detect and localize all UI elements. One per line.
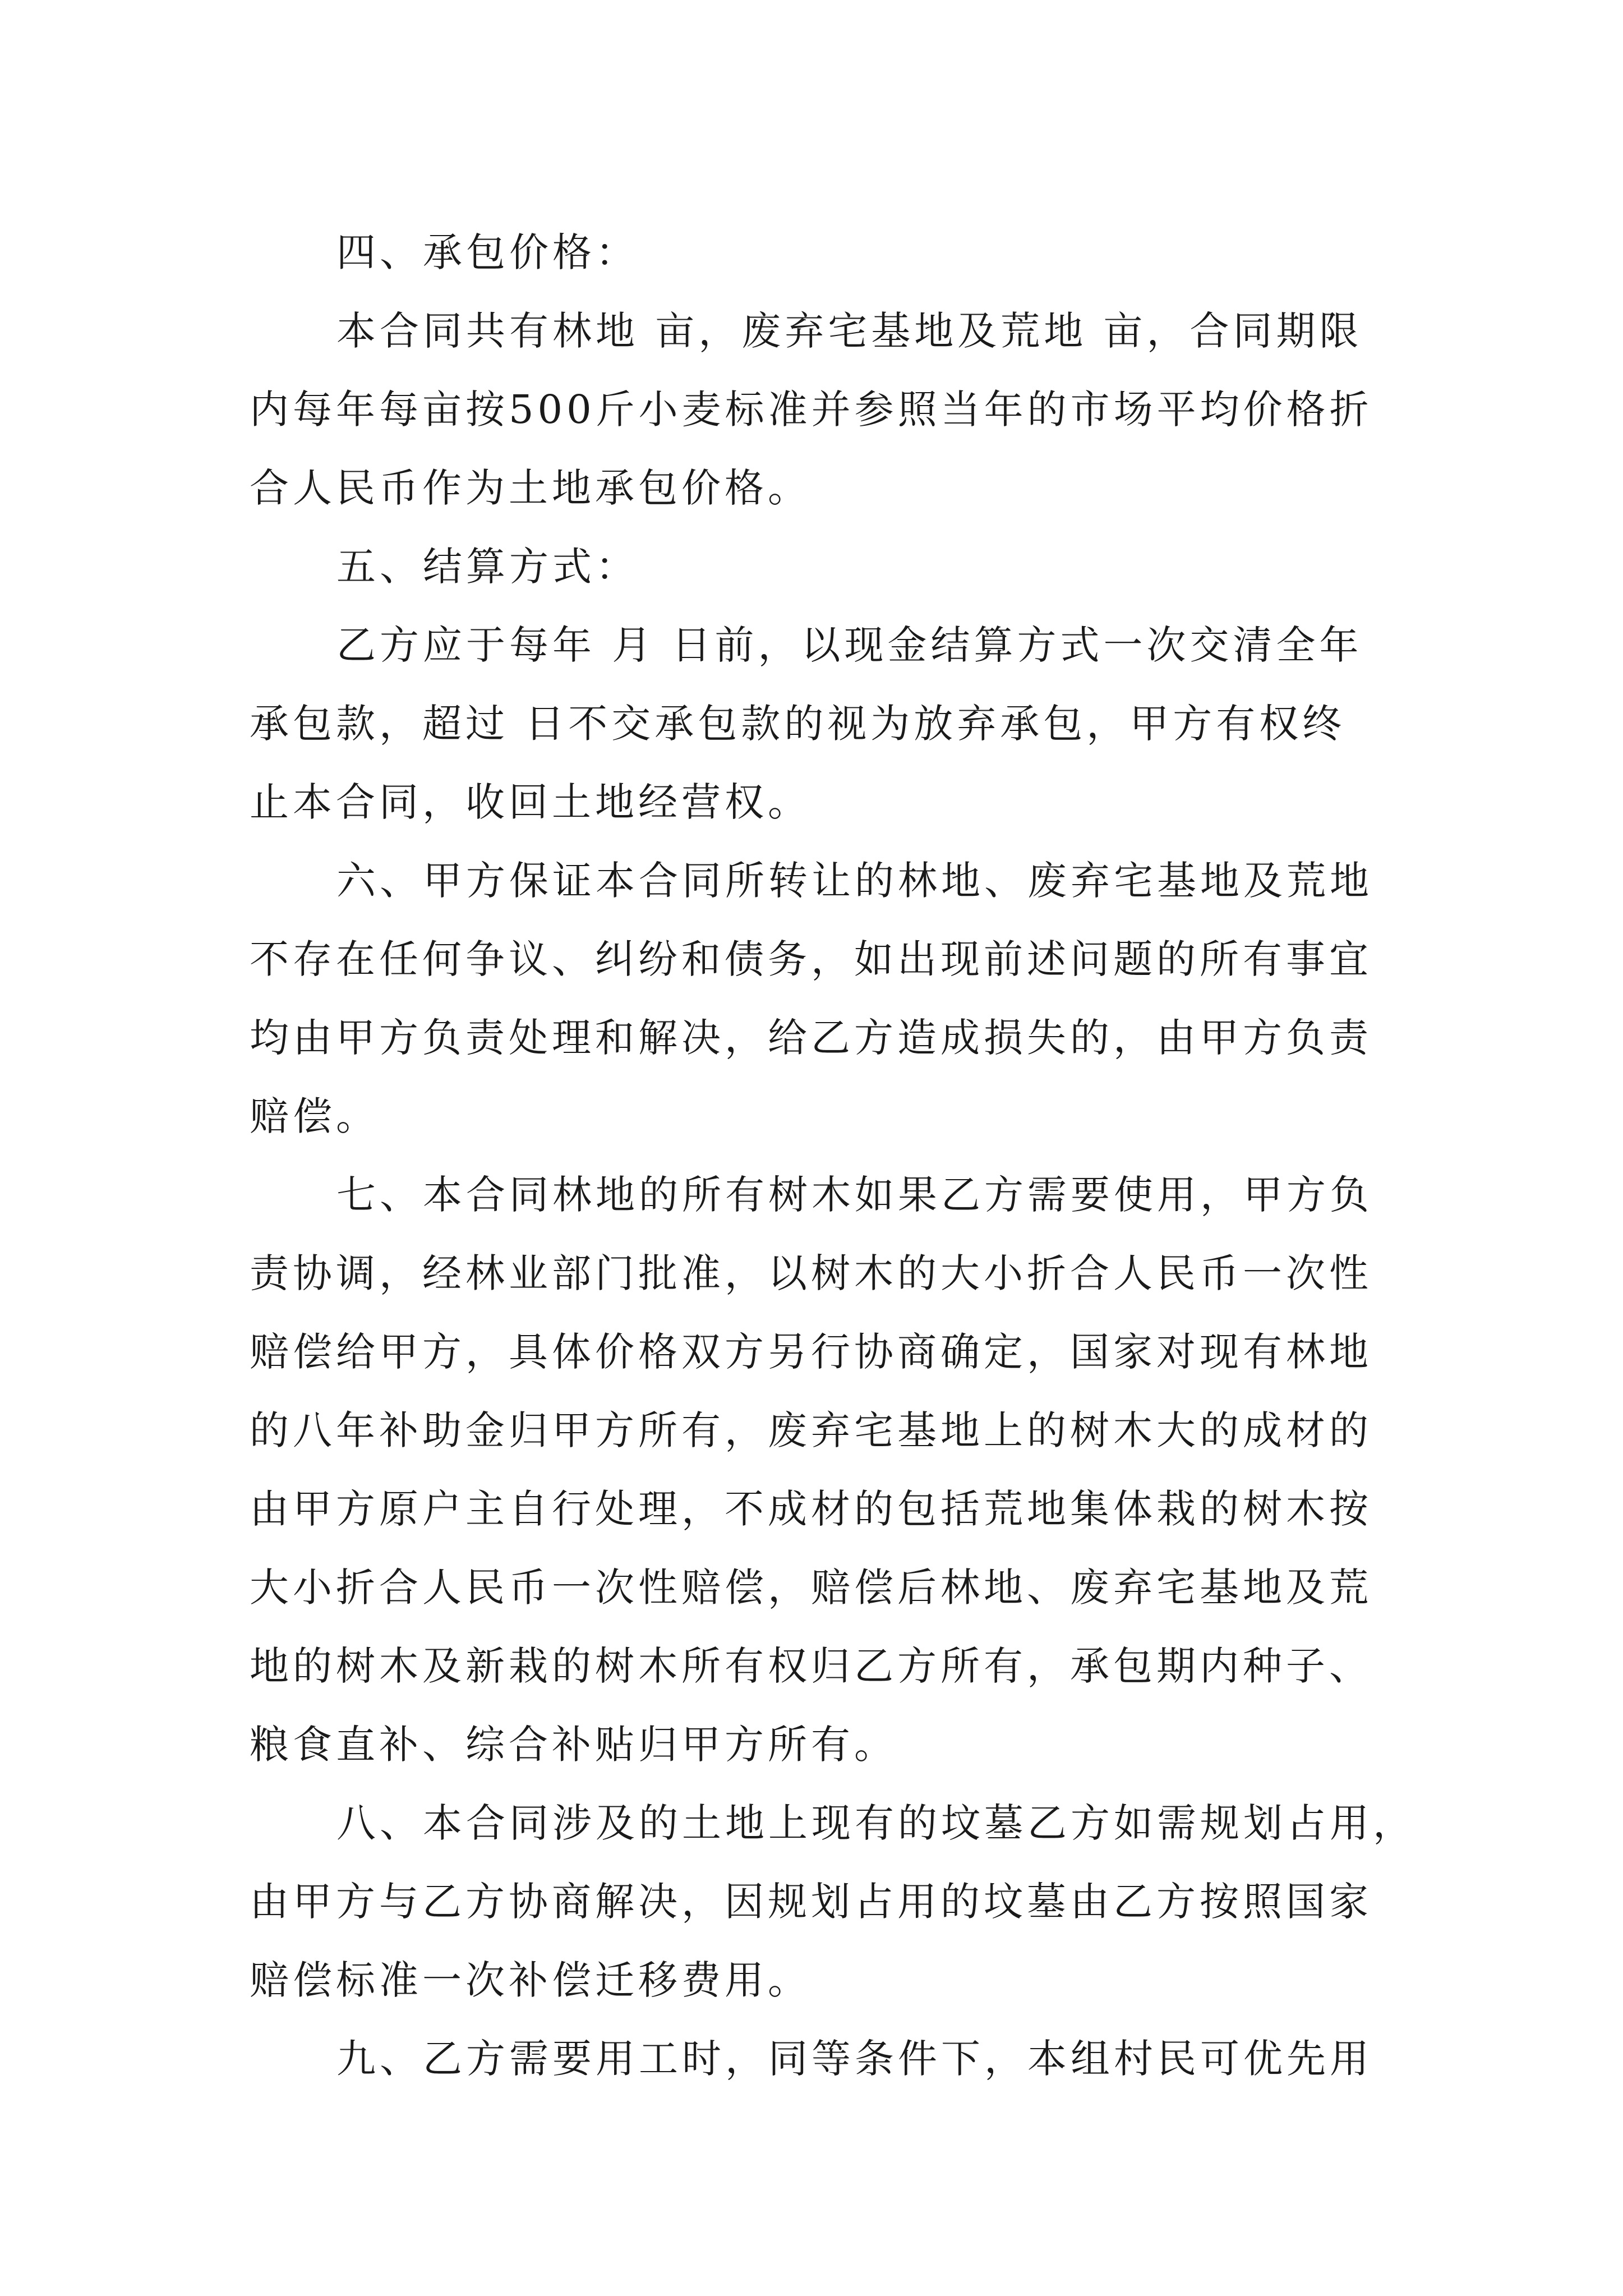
clause-nine-line: 九、乙方需要用工时，同等条件下，本组村民可优先用 (336, 2036, 1373, 2082)
paragraph-line: 地的树木及新栽的树木所有权归乙方所有，承包期内种子、 (250, 1643, 1372, 1689)
document-body (250, 213, 1416, 2098)
paragraph-line: 内每年每亩按500斤小麦标准并参照当年的市场平均价格折 (250, 386, 1373, 432)
paragraph-line: 赔偿标准一次补偿迁移费用。 (250, 1957, 811, 2003)
paragraph-line: 责协调，经林业部门批准，以树木的大小折合人民币一次性 (250, 1250, 1372, 1296)
clause-six-line: 六、甲方保证本合同所转让的林地、废弃宅基地及荒地 (336, 858, 1373, 904)
paragraph-line: 由甲方与乙方协商解决，因规划占用的坟墓由乙方按照国家 (250, 1879, 1372, 1925)
paragraph-line: 止本合同，收回土地经营权。 (250, 779, 811, 825)
clause-eight-line: 八、本合同涉及的土地上现有的坟墓乙方如需规划占用， (336, 1800, 1416, 1846)
section-heading-settlement: 五、结算方式： (336, 544, 639, 590)
paragraph-line: 承包款，超过 日不交承包款的视为放弃承包，甲方有权终 (250, 701, 1346, 747)
paragraph-line: 合人民币作为土地承包价格。 (250, 465, 811, 511)
paragraph-line: 赔偿。 (250, 1093, 379, 1139)
clause-seven-line: 七、本合同林地的所有树木如果乙方需要使用，甲方负 (336, 1172, 1373, 1218)
paragraph-line: 由甲方原户主自行处理，不成材的包括荒地集体栽的树木按 (250, 1486, 1372, 1532)
section-heading-price: 四、承包价格： (336, 229, 639, 275)
paragraph-line: 不存在任何争议、纠纷和债务，如出现前述问题的所有事宜 (250, 936, 1372, 982)
paragraph-line: 赔偿给甲方，具体价格双方另行协商确定，国家对现有林地 (250, 1329, 1372, 1375)
paragraph-line: 本合同共有林地 亩，废弃宅基地及荒地 亩，合同期限 (336, 308, 1363, 354)
paragraph-line: 大小折合人民币一次性赔偿，赔偿后林地、废弃宅基地及荒 (250, 1565, 1372, 1611)
paragraph-line: 粮食直补、综合补贴归甲方所有。 (250, 1722, 897, 1768)
paragraph-line: 乙方应于每年 月 日前，以现金结算方式一次交清全年 (336, 622, 1363, 668)
paragraph-line: 的八年补助金归甲方所有，废弃宅基地上的树木大的成材的 (250, 1407, 1372, 1453)
paragraph-line: 均由甲方负责处理和解决，给乙方造成损失的，由甲方负责 (250, 1015, 1372, 1061)
